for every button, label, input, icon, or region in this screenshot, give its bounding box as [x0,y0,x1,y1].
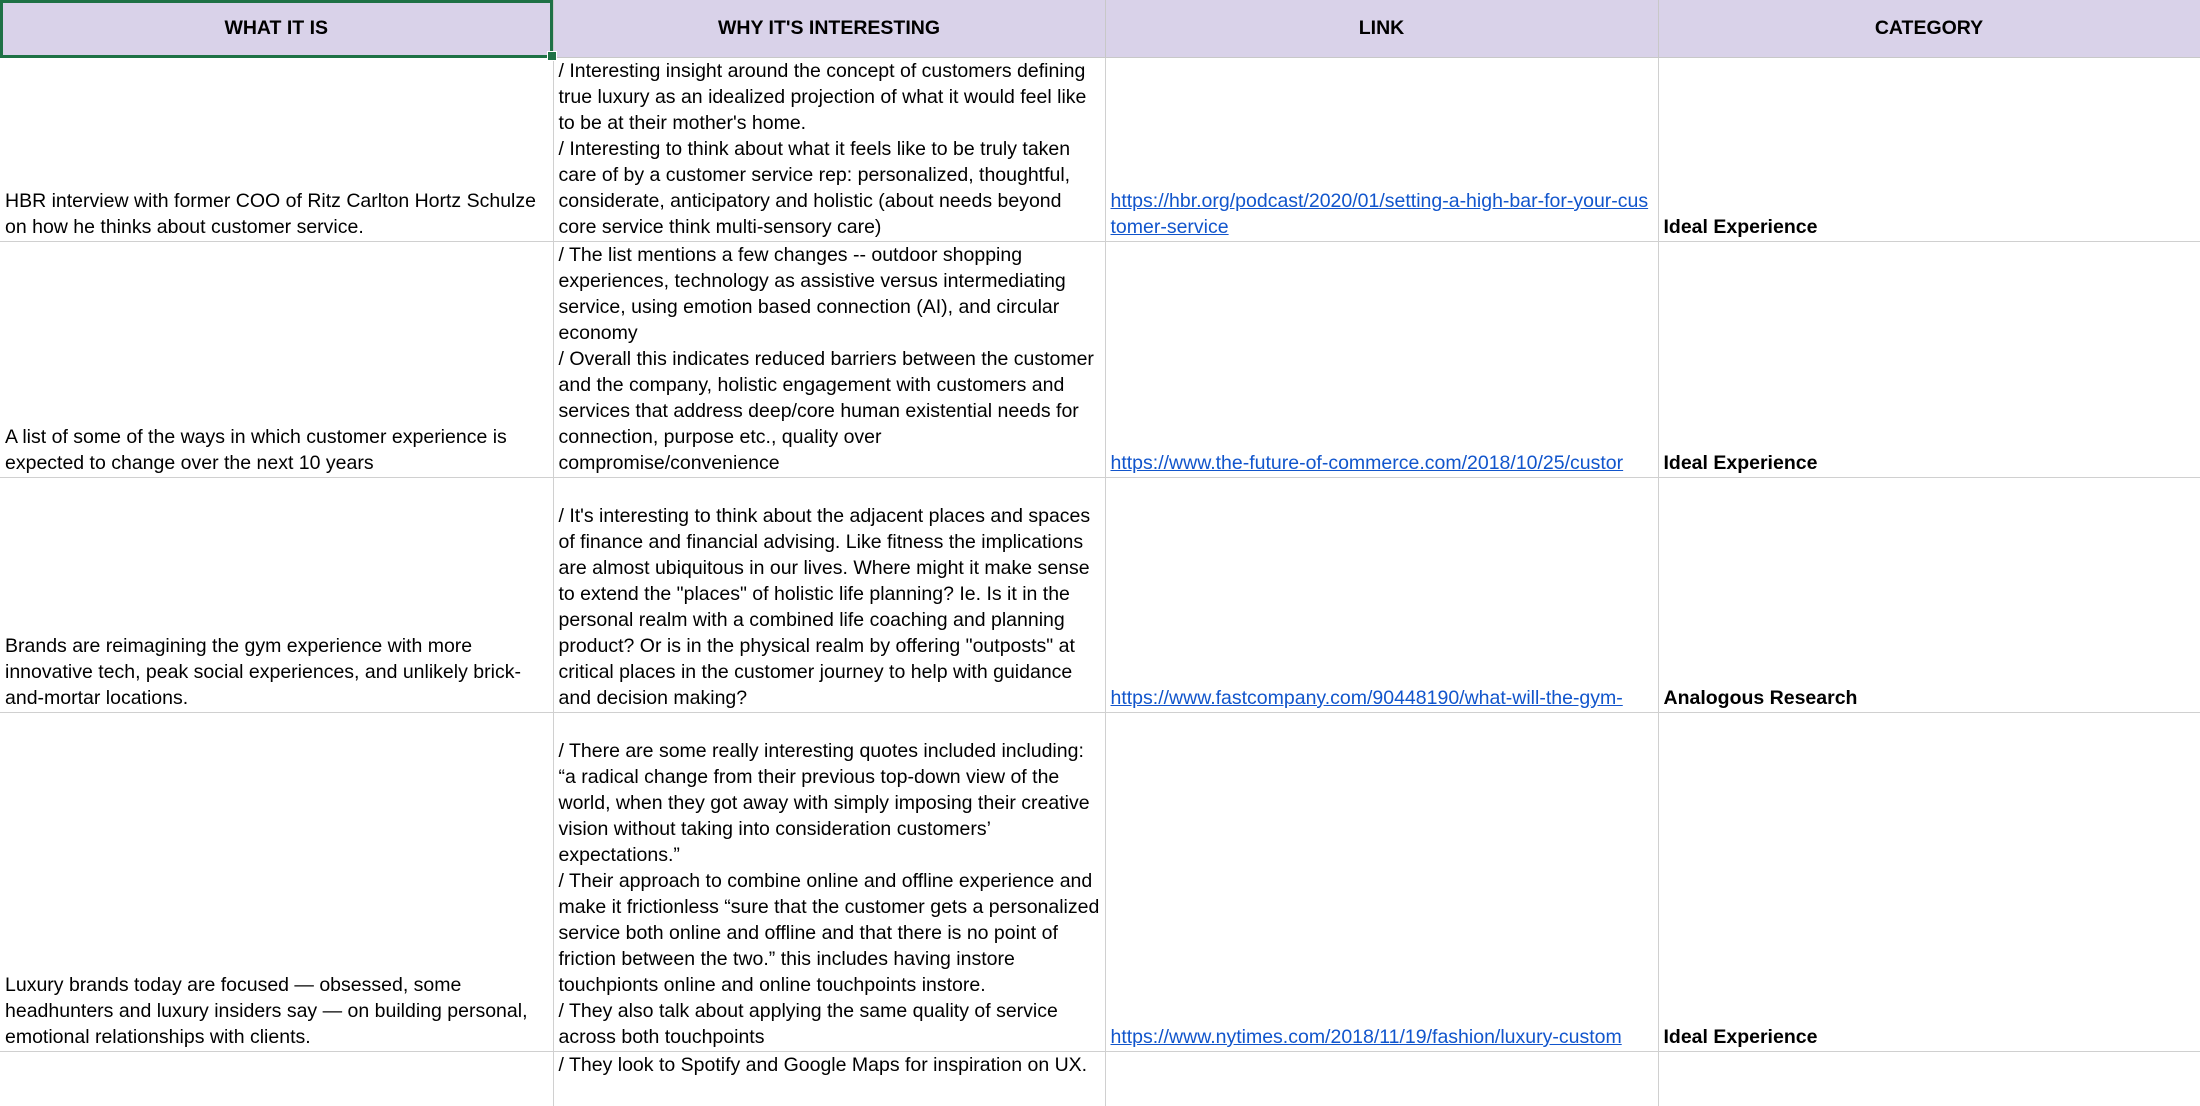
cell-link[interactable] [1105,58,1658,242]
why-paragraph: / There are some really interesting quotes included including: “a radical change from their previous top-down view of the world, when they got away with simply imposing their creative vision without taking into consideration customers’ expectations.” [558,740,1090,866]
cell-category[interactable]: Ideal Experience [1658,242,2200,478]
header-row [0,0,2200,58]
why-paragraph: / It's interesting to think about the adjacent places and spaces of finance and financial advising. Like fitness the implications are almost ubiquitous in our lives. Where might it make sense to extend the "places" of holistic life planning? Ie. Is it in the personal realm with a combined life coaching and planning product? Or is in the physical realm by offering "outposts" at critical places in the customer journey to help with guidance and decision making? [558,505,1091,709]
cell-why[interactable] [553,713,1105,1052]
cell-link[interactable] [1105,713,1658,1052]
cell-why[interactable] [553,58,1105,242]
header-what-it-is[interactable]: WHAT IT IS [0,0,553,58]
cell-what[interactable]: Luxury brands today are focused — obsessed, some headhunters and luxury insiders say — on building personal, emotional relationships with clients. [0,713,553,1052]
cell-link[interactable] [1105,1052,1658,1106]
header-category[interactable]: CATEGORY [1658,0,2200,58]
cell-what[interactable]: A list of some of the ways in which customer experience is expected to change over the next 10 years [0,242,553,478]
why-paragraph: / Interesting to think about what it feels like to be truly taken care of by a customer service rep: personalized, thoughtful, considerate, anticipatory and holistic (about needs beyond core service think multi-sensory care) [558,138,1071,238]
cell-what[interactable]: Brands are reimagining the gym experience with more innovative tech, peak social experiences, and unlikely brick-and-mortar locations. [0,478,553,713]
table-row [0,478,2200,713]
why-paragraph: / Interesting insight around the concept of customers defining true luxury as an idealized projection of what it would feel like to be at their mother's home. [558,60,1087,134]
why-paragraph: / Overall this indicates reduced barriers between the customer and the company, holistic engagement with customers and services that address deep/core human existential needs for connection, purpose etc., quality over compromise/convenience [558,348,1094,474]
cell-link[interactable] [1105,478,1658,713]
article-link[interactable]: https://hbr.org/podcast/2020/01/setting-a-high-bar-for-your-customer-service [1110,190,1649,238]
cell-what[interactable] [0,1052,553,1106]
table-row [0,1052,2200,1106]
cell-link[interactable] [1105,242,1658,478]
cell-category[interactable]: Ideal Experience [1658,713,2200,1052]
article-link[interactable]: https://www.the-future-of-commerce.com/2018/10/25/custor [1110,452,1624,474]
cell-why[interactable] [553,478,1105,713]
cell-category[interactable]: Ideal Experience [1658,58,2200,242]
table-row [0,713,2200,1052]
why-paragraph: / They look to Spotify and Google Maps for inspiration on UX. [558,1054,1088,1076]
cell-why[interactable] [553,1052,1105,1106]
table-row [0,242,2200,478]
article-link[interactable]: https://www.nytimes.com/2018/11/19/fashion/luxury-custom [1110,1026,1622,1048]
cell-category[interactable]: Analogous Research [1658,478,2200,713]
article-link[interactable]: https://www.fastcompany.com/90448190/what-will-the-gym- [1110,687,1623,709]
cell-what[interactable]: HBR interview with former COO of Ritz Carlton Hortz Schulze on how he thinks about customer service. [0,58,553,242]
why-paragraph: / The list mentions a few changes -- outdoor shopping experiences, technology as assistive versus intermediating service, using emotion based connection (AI), and circular economy [558,244,1066,344]
why-paragraph: / They also talk about applying the same quality of service across both touchpoints [558,1000,1058,1048]
cell-why[interactable] [553,242,1105,478]
header-link[interactable]: LINK [1105,0,1658,58]
table-row [0,58,2200,242]
cell-category[interactable] [1658,1052,2200,1106]
header-why-interesting[interactable]: WHY IT'S INTERESTING [553,0,1105,58]
why-paragraph: / Their approach to combine online and offline experience and make it frictionless “sure that the customer gets a personalized service both online and offline and that there is no point of friction between the two.” this includes having instore touchpionts online and online touchpoints instore. [558,870,1100,996]
